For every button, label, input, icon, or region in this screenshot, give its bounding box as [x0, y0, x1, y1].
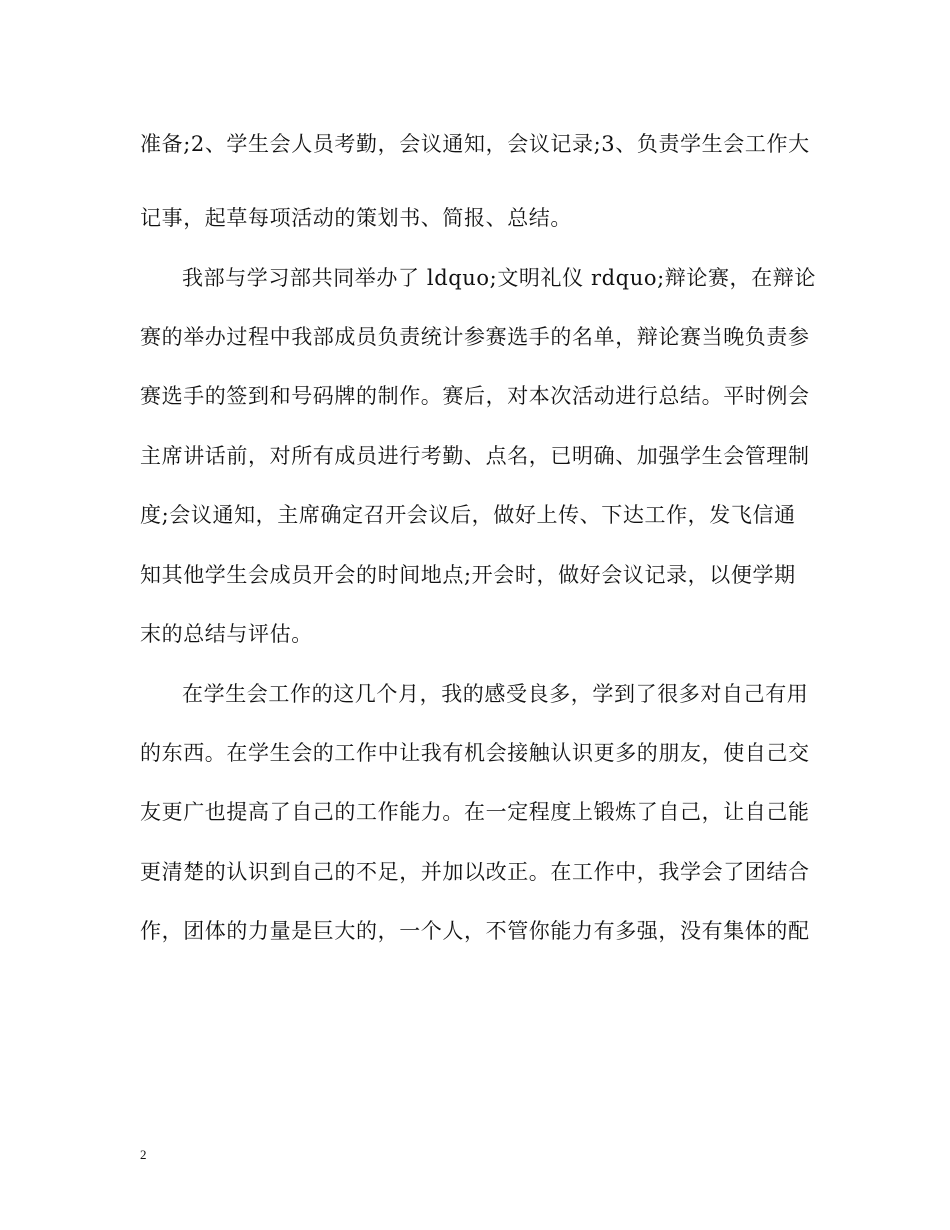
text-line: 友更广也提高了自己的工作能力。在一定程度上锻炼了自己，让自己能 — [140, 800, 810, 824]
text-line: 准备;2、学生会人员考勤，会议通知，会议记录;3、负责学生会工作大 — [140, 132, 810, 156]
text-line: 作，团体的力量是巨大的，一个人，不管你能力有多强，没有集体的配 — [140, 919, 810, 943]
paragraph-start-line: 在学生会工作的这几个月，我的感受良多，学到了很多对自己有用 — [182, 682, 809, 706]
text-line: 知其他学生会成员开会的时间地点;开会时，做好会议记录，以便学期 — [140, 563, 796, 587]
text-line: 度;会议通知，主席确定召开会议后，做好上传、下达工作，发飞信通 — [140, 503, 796, 527]
text-line: 赛的举办过程中我部成员负责统计参赛选手的名单，辩论赛当晚负责参 — [140, 325, 810, 349]
text-line: 更清楚的认识到自己的不足，并加以改正。在工作中，我学会了团结合 — [140, 860, 810, 884]
text-line: 赛选手的签到和号码牌的制作。赛后，对本次活动进行总结。平时例会 — [140, 384, 810, 408]
text-line: 的东西。在学生会的工作中让我有机会接触认识更多的朋友，使自己交 — [140, 741, 810, 765]
paragraph-start-line: 我部与学习部共同举办了 ldquo;文明礼仪 rdquo;辩论赛，在辩论 — [182, 266, 816, 290]
text-line: 末的总结与评估。 — [140, 622, 313, 646]
text-line: 记事，起草每项活动的策划书、简报、总结。 — [140, 206, 572, 230]
text-line: 主席讲话前，对所有成员进行考勤、点名，已明确、加强学生会管理制 — [140, 444, 810, 468]
page-number: 2 — [140, 1147, 147, 1162]
